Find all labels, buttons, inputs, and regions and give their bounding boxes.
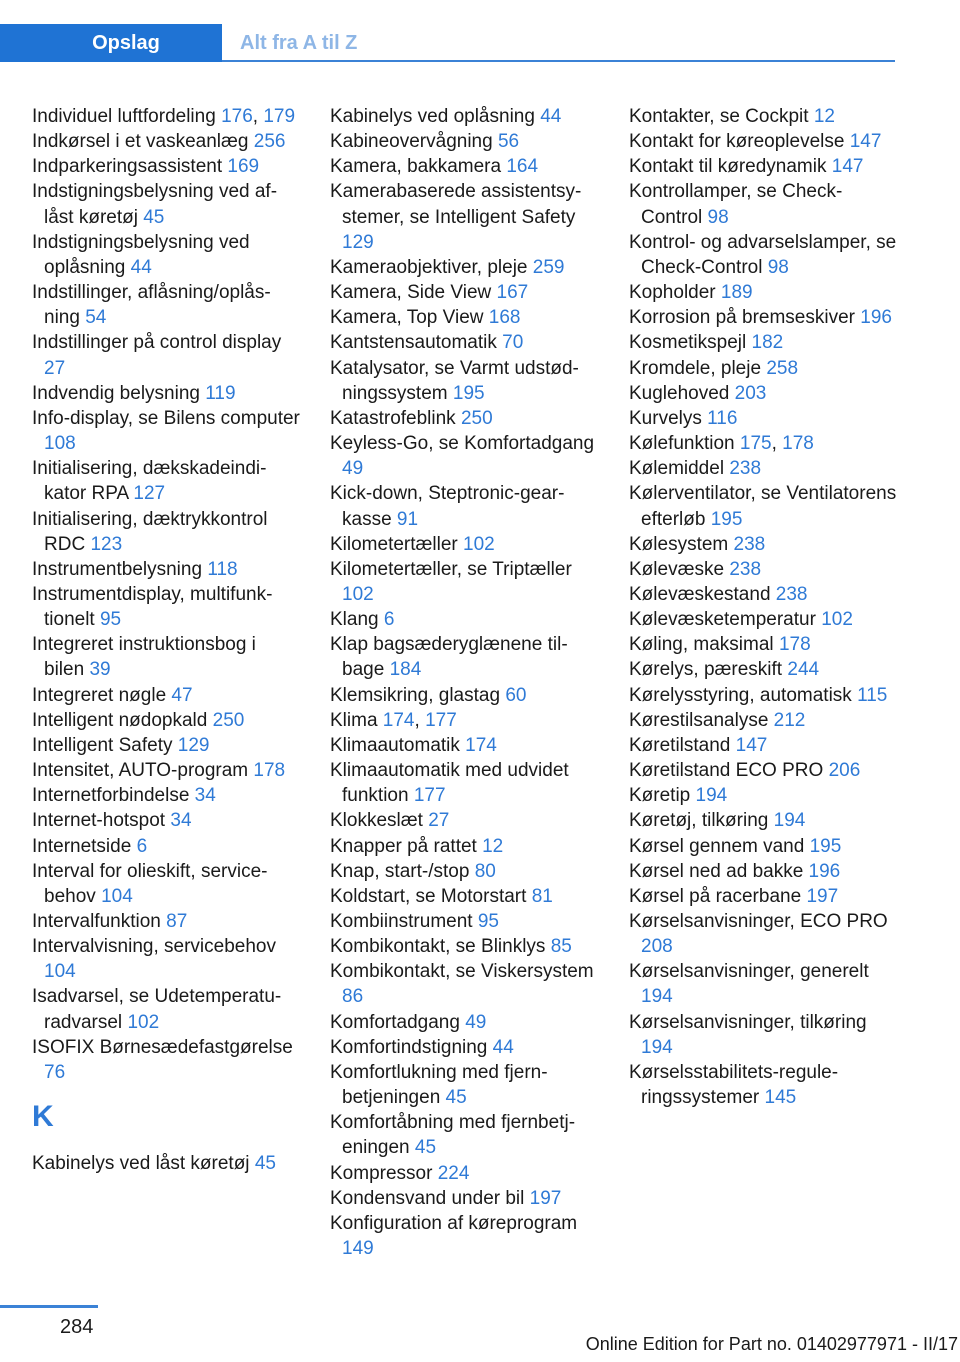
index-entry: [32, 557, 300, 582]
page-link[interactable]: 127: [133, 483, 166, 505]
page-link[interactable]: 195: [710, 508, 743, 530]
index-term: Integreret nøgle: [32, 684, 167, 706]
index-entry: [629, 330, 897, 355]
page-link[interactable]: 102: [821, 609, 853, 631]
index-entry: [32, 582, 300, 632]
index-term: Indvendig belysning: [32, 382, 200, 404]
index-entry: [629, 783, 897, 808]
index-term: Integreret instruktionsbog i bilen: [32, 634, 256, 681]
index-term: Klimaautomatik: [330, 734, 460, 756]
index-term: Kosmetikspejl: [629, 332, 747, 354]
index-entry: [629, 582, 897, 607]
index-entry: [330, 532, 598, 557]
page-link[interactable]: 104: [101, 885, 133, 907]
index-term: Kontrollamper, se Check-Control: [629, 181, 843, 228]
page-link[interactable]: 147: [849, 131, 882, 153]
index-entry: [330, 758, 598, 808]
page-link[interactable]: 45: [143, 206, 165, 228]
index-term: Intensitet, AUTO-program: [32, 760, 249, 782]
page-link[interactable]: 95: [99, 609, 122, 631]
index-term: Kørselsanvisninger, ECO PRO: [629, 911, 888, 932]
index-entry: [330, 632, 598, 682]
page-link[interactable]: 178: [778, 634, 811, 656]
index-term: Knap, start-/stop: [330, 860, 470, 882]
index-entry: [629, 708, 897, 733]
index-term: Komfortåbning med fjernbetjeningen: [330, 1112, 576, 1159]
index-entry: [32, 330, 300, 380]
index-entry: [32, 280, 300, 330]
index-entry: [32, 984, 300, 1034]
index-term: Kombikontakt, se Blinklys: [330, 936, 546, 958]
index-entry: [32, 683, 300, 708]
index-term: Indkørsel i et vaskeanlæg: [32, 131, 249, 153]
index-term: Katastrofeblink: [330, 407, 456, 429]
page-link[interactable]: 116: [707, 407, 738, 429]
index-entry: [32, 909, 300, 934]
index-term: Klimaautomatik med udvidet funktion: [330, 760, 569, 807]
index-term: Kamera, bakkamera: [330, 156, 502, 178]
index-term: Kørsel gennem vand: [629, 835, 805, 857]
index-term: Køretilstand: [629, 734, 731, 756]
index-entry: [629, 909, 897, 959]
page-link[interactable]: 123: [90, 533, 123, 555]
page-link[interactable]: 39: [89, 659, 111, 681]
index-entry: [629, 129, 897, 154]
index-term: Koldstart, se Motorstart: [330, 885, 527, 907]
index-entry: [330, 1035, 598, 1060]
page-header: [0, 24, 895, 62]
page-link[interactable]: 238: [733, 533, 766, 555]
index-entry: [330, 733, 598, 758]
page-link[interactable]: 70: [502, 332, 524, 354]
page-link[interactable]: 184: [389, 659, 422, 681]
index-entry: [330, 808, 598, 833]
page-link[interactable]: 176: [221, 106, 253, 127]
index-entry: [629, 859, 897, 884]
page-link[interactable]: 194: [773, 810, 806, 832]
index-term: Korrosion på bremseskiver: [629, 307, 855, 329]
index-entry: [629, 557, 897, 582]
index-term: Info-display, se Bilens computer: [32, 407, 300, 429]
page-link[interactable]: 27: [428, 810, 450, 832]
index-entry: [330, 104, 598, 129]
index-entry: [629, 632, 897, 657]
index-term: Kølevæsketemperatur: [629, 609, 816, 631]
index-term: Kørsel ned ad bakke: [629, 860, 804, 882]
index-term: Knapper på rattet: [330, 835, 477, 857]
page-link[interactable]: 102: [463, 533, 495, 555]
page-link[interactable]: 91: [396, 508, 419, 530]
index-term: Keyless-Go, se Komfortadgang: [330, 433, 595, 455]
index-entry: [629, 179, 897, 229]
page-link[interactable]: 129: [342, 231, 374, 253]
index-term: Klima: [330, 709, 378, 731]
page-link[interactable]: 203: [734, 382, 767, 404]
page-link[interactable]: 115: [857, 684, 888, 706]
page-link[interactable]: 34: [194, 785, 216, 807]
page-link[interactable]: 147: [735, 734, 768, 756]
index-entry: [32, 1035, 300, 1085]
page-link[interactable]: 34: [170, 810, 192, 832]
page-link[interactable]: 80: [474, 860, 496, 882]
page-link[interactable]: 189: [720, 282, 753, 304]
index-entry: [32, 859, 300, 909]
index-entry: Kølefunktion 175, 178: [629, 433, 814, 455]
index-entry: [330, 909, 598, 934]
page-link[interactable]: 56: [497, 131, 520, 153]
page-link[interactable]: 118: [207, 558, 238, 580]
index-term: Kabineovervågning: [330, 131, 493, 153]
page-link[interactable]: 167: [496, 282, 529, 304]
index-entry: Klima 174, 177: [330, 709, 457, 731]
page-link[interactable]: 44: [492, 1036, 514, 1058]
page-link[interactable]: 212: [773, 709, 806, 731]
index-entry: [330, 255, 598, 280]
index-term: Køretilstand ECO PRO: [629, 760, 824, 782]
index-entry: [629, 456, 897, 481]
index-entry: [330, 1211, 598, 1261]
index-entry: [330, 859, 598, 884]
index-term: ISOFIX Børnesædefastgørelse: [32, 1036, 293, 1058]
page-link[interactable]: 177: [413, 785, 446, 807]
index-term: Initialisering, dæktrykkontrol RDC: [32, 508, 268, 555]
index-term: Klang: [330, 609, 379, 631]
index-term: Køretøj, tilkøring: [629, 810, 769, 832]
page-link[interactable]: 244: [787, 659, 820, 681]
index-term: Indstillinger på control display: [32, 332, 282, 354]
index-term: Internetside: [32, 835, 132, 857]
index-entry: [32, 381, 300, 406]
page-link[interactable]: 129: [177, 734, 210, 756]
page-link[interactable]: 238: [729, 458, 762, 480]
page-link[interactable]: 45: [254, 1153, 276, 1175]
page-link[interactable]: 197: [529, 1187, 562, 1209]
index-term: Kantstensautomatik: [330, 332, 497, 354]
index-term: Køling, maksimal: [629, 634, 774, 656]
index-term: Kontakt til køredynamik: [629, 156, 827, 178]
index-entry: [330, 406, 598, 431]
page-link[interactable]: 45: [414, 1137, 437, 1159]
index-entry: [330, 1110, 598, 1160]
page-link[interactable]: 194: [695, 785, 728, 807]
index-entry: [629, 154, 897, 179]
index-term: Instrumentbelysning: [32, 558, 203, 580]
index-term: Kick-down, Steptronic-gearkasse: [330, 483, 565, 530]
index-entry: [629, 230, 897, 280]
index-entry: [629, 884, 897, 909]
page-link[interactable]: 164: [506, 156, 539, 178]
index-term: Kurvelys: [629, 407, 702, 429]
index-entry: [330, 1161, 598, 1186]
page-link[interactable]: 6: [383, 609, 395, 631]
index-entry: [32, 808, 300, 833]
index-entry: [32, 507, 300, 557]
index-term: Instrumentdisplay, multifunktionelt: [32, 583, 273, 631]
index-term: Internet-hotspot: [32, 810, 166, 832]
index-entry: [330, 607, 598, 632]
index-entry: [629, 959, 897, 1009]
page-link[interactable]: 102: [127, 1011, 160, 1033]
index-entry: [629, 280, 897, 305]
index-entry: [32, 632, 300, 682]
index-entry: [629, 381, 897, 406]
index-term: Isadvarsel, se Udetemperaturadvarsel: [32, 986, 282, 1033]
index-entry: [629, 305, 897, 330]
index-term: Konfiguration af køreprogram: [330, 1212, 578, 1234]
page-link[interactable]: 196: [808, 860, 841, 882]
index-entry: [32, 230, 300, 280]
index-term: Kørselsanvisninger, generelt: [629, 961, 869, 983]
page-link[interactable]: 195: [809, 835, 842, 857]
page-link[interactable]: 98: [707, 206, 729, 228]
index-entry: [32, 179, 300, 229]
page-link[interactable]: 49: [465, 1011, 487, 1033]
index-entry: [330, 959, 598, 1009]
page-link[interactable]: 119: [205, 382, 236, 404]
page-link[interactable]: 174: [465, 734, 497, 756]
index-term: Kondensvand under bil: [330, 1187, 525, 1209]
page-link[interactable]: 179: [263, 106, 296, 127]
index-term: Klemsikring, glastag: [330, 684, 501, 706]
page-link[interactable]: 104: [44, 961, 76, 983]
index-term: Kamera, Top View: [330, 307, 484, 329]
index-term: Individuel luftfordeling: [32, 106, 216, 127]
index-term: Kabinelys ved oplåsning: [330, 106, 535, 127]
tab-alt-fra-a-til-z[interactable]: Alt fra A til Z: [240, 32, 358, 54]
index-entry: [32, 783, 300, 808]
index-term: Kølefunktion: [629, 433, 735, 455]
page-link[interactable]: 60: [505, 684, 527, 706]
index-entry: [629, 1060, 897, 1110]
page-link[interactable]: 177: [425, 709, 457, 731]
page-number-rule: [0, 1305, 98, 1308]
index-term: Køretip: [629, 785, 691, 807]
index-term: Kørestilsanalyse: [629, 709, 769, 731]
page-link[interactable]: 27: [44, 357, 66, 379]
index-column-1: [32, 104, 300, 1176]
index-entry: [629, 683, 897, 708]
page-link[interactable]: 174: [382, 709, 415, 731]
page-link[interactable]: 258: [766, 357, 799, 379]
index-entry: [629, 406, 897, 431]
index-entry: [629, 532, 897, 557]
index-term: Kølevæskestand: [629, 583, 771, 605]
index-entry: [330, 330, 598, 355]
index-entry: [629, 356, 897, 381]
page-link[interactable]: 250: [460, 407, 493, 429]
index-term: Interval for olieskift, servicebehov: [32, 860, 268, 907]
index-entry: [629, 834, 897, 859]
page-link[interactable]: 175: [739, 433, 772, 455]
index-entry: [32, 934, 300, 984]
index-term: Kørelys, pæreskift: [629, 659, 783, 681]
page-link[interactable]: 12: [482, 835, 504, 857]
index-entry: [330, 1010, 598, 1035]
page-number: 284: [60, 1316, 94, 1338]
index-entry: [330, 934, 598, 959]
index-term: Kopholder: [629, 282, 716, 304]
index-entry: [629, 104, 897, 129]
index-entry: [32, 129, 300, 154]
page-link[interactable]: 6: [136, 835, 148, 857]
index-entry: [330, 431, 598, 481]
index-entry: [32, 708, 300, 733]
index-term: Klap bagsæderyglænene tilbage: [330, 634, 568, 681]
page-link[interactable]: 194: [641, 986, 673, 1008]
page-link[interactable]: 195: [452, 382, 485, 404]
index-entry: [330, 884, 598, 909]
index-entry: [629, 1010, 897, 1060]
page-link[interactable]: 256: [253, 131, 286, 153]
index-term: Intervalvisning, servicebehov: [32, 936, 276, 958]
index-term: Kuglehoved: [629, 382, 730, 404]
page-link[interactable]: 81: [531, 885, 553, 907]
page-link[interactable]: 224: [437, 1162, 470, 1184]
tab-opslag[interactable]: Opslag: [0, 24, 222, 62]
index-entry: [32, 456, 300, 506]
page-link[interactable]: 95: [477, 911, 499, 932]
page-link[interactable]: 197: [806, 885, 839, 907]
page-link[interactable]: 44: [130, 256, 152, 278]
index-term: Kilometertæller, se Triptæller: [330, 558, 572, 580]
index-term: Kølesystem: [629, 533, 729, 555]
index-term: Intelligent nødopkald: [32, 709, 208, 731]
page-link[interactable]: 178: [782, 433, 814, 455]
page-link[interactable]: 49: [342, 458, 364, 480]
page-link[interactable]: 259: [532, 256, 565, 278]
page-link[interactable]: 169: [227, 156, 260, 178]
index-entry: [330, 1060, 598, 1110]
index-term: Kørselsanvisninger, tilkøring: [629, 1011, 867, 1033]
index-entry: [330, 1186, 598, 1211]
index-term: Kromdele, pleje: [629, 357, 762, 379]
index-term: Klokkeslæt: [330, 810, 423, 832]
index-term: Kørselsstabilitets-reguleringssystemer: [629, 1061, 839, 1109]
index-term: Indstigningsbelysning ved aflåst køretøj: [32, 181, 278, 228]
index-column-2: [330, 104, 598, 1261]
index-term: Kombikontakt, se Viskersystem: [330, 961, 594, 983]
index-term: Internetforbindelse: [32, 785, 190, 807]
index-entry: [629, 657, 897, 682]
page-link[interactable]: 238: [775, 583, 808, 605]
index-term: Kamera, Side View: [330, 282, 492, 304]
index-term: Indparkeringsassistent: [32, 156, 223, 178]
index-column-3: [629, 104, 897, 1110]
index-entry: [32, 834, 300, 859]
index-term: Kontrol- og advarselslamper, se Check-Control: [629, 231, 897, 278]
index-entry: [32, 733, 300, 758]
page-link[interactable]: 86: [342, 986, 364, 1008]
page-link[interactable]: 250: [212, 709, 245, 731]
index-term: Kølemiddel: [629, 458, 725, 480]
index-entry: [32, 406, 300, 456]
index-entry: [330, 356, 598, 406]
page-link[interactable]: 98: [767, 256, 789, 278]
page-link[interactable]: 147: [831, 156, 864, 178]
footer: [0, 1334, 960, 1355]
index-term: Kontakt for køreoplevelse: [629, 131, 845, 153]
index-term: Indstillinger, aflåsning/oplåsning: [32, 282, 271, 329]
page-link[interactable]: 208: [641, 936, 673, 958]
index-term: Intervalfunktion: [32, 911, 161, 932]
page-link[interactable]: 145: [764, 1087, 797, 1109]
index-term: Kamerabaserede assistentsystemer, se Intelligent Safety: [330, 181, 582, 228]
page-link[interactable]: 108: [44, 433, 76, 455]
index-term: Kørsel på racerbane: [629, 885, 802, 907]
index-entry: [629, 607, 897, 632]
index-entry: [330, 154, 598, 179]
index-term: Indstigningsbelysning ved oplåsning: [32, 231, 250, 278]
page-link[interactable]: 85: [550, 936, 572, 958]
index-entry: [32, 154, 300, 179]
page-link[interactable]: 47: [171, 684, 193, 706]
page-link[interactable]: 238: [729, 558, 762, 580]
index-entry: [330, 834, 598, 859]
page-link[interactable]: 196: [860, 307, 892, 329]
page-link[interactable]: 87: [166, 911, 188, 932]
index-entry: [629, 733, 897, 758]
page-link[interactable]: 76: [44, 1061, 66, 1083]
index-entry: [32, 1151, 300, 1176]
index-term: Katalysator, se Varmt udstødningssystem: [330, 357, 579, 404]
index-term: Komfortadgang: [330, 1011, 460, 1033]
page-link[interactable]: 178: [253, 760, 286, 782]
index-entry: [629, 758, 897, 783]
index-term: Kølerventilator, se Ventilatorens efterløb: [629, 483, 897, 530]
index-entry: [330, 305, 598, 330]
index-term: Kombiinstrument: [330, 911, 473, 932]
page-link[interactable]: 182: [751, 332, 784, 354]
page-link[interactable]: 168: [488, 307, 521, 329]
index-entry: [330, 683, 598, 708]
index-term: Kørelysstyring, automatisk: [629, 684, 852, 706]
index-entry: [629, 808, 897, 833]
index-entry: [330, 481, 598, 531]
footer-text: Online Edition for Part no. 01402977971 - II/17: [585, 1334, 958, 1354]
index-entry: [629, 481, 897, 531]
index-term: Kompressor: [330, 1162, 433, 1184]
page-link[interactable]: 102: [342, 583, 374, 605]
index-term: Kameraobjektiver, pleje: [330, 256, 528, 278]
index-term: Kilometertæller: [330, 533, 458, 555]
index-entry: Individuel luftfordeling 176, 179: [32, 106, 296, 127]
index-entry: [330, 129, 598, 154]
index-entry: [32, 758, 300, 783]
index-term: Kølevæske: [629, 558, 725, 580]
page-link[interactable]: 194: [641, 1036, 673, 1058]
page-link[interactable]: 12: [813, 106, 835, 127]
index-term: Komfortlukning med fjernbetjeningen: [330, 1061, 548, 1109]
page-link[interactable]: 149: [342, 1238, 374, 1260]
index-term: Intelligent Safety: [32, 734, 173, 756]
page-link[interactable]: 54: [85, 307, 107, 329]
index-term: Kontakter, se Cockpit: [629, 106, 809, 127]
page-link[interactable]: 44: [540, 106, 562, 127]
index-entry: [330, 557, 598, 607]
page-link[interactable]: 45: [445, 1087, 467, 1109]
letter-heading: K: [32, 1100, 54, 1134]
index-entry: [330, 179, 598, 254]
page-link[interactable]: 206: [828, 760, 861, 782]
index-term: Komfortindstigning: [330, 1036, 488, 1058]
index-entry: [330, 280, 598, 305]
index-term: Initialisering, dækskadeindikator RPA: [32, 458, 267, 505]
index-term: Kabinelys ved låst køretøj: [32, 1153, 250, 1175]
